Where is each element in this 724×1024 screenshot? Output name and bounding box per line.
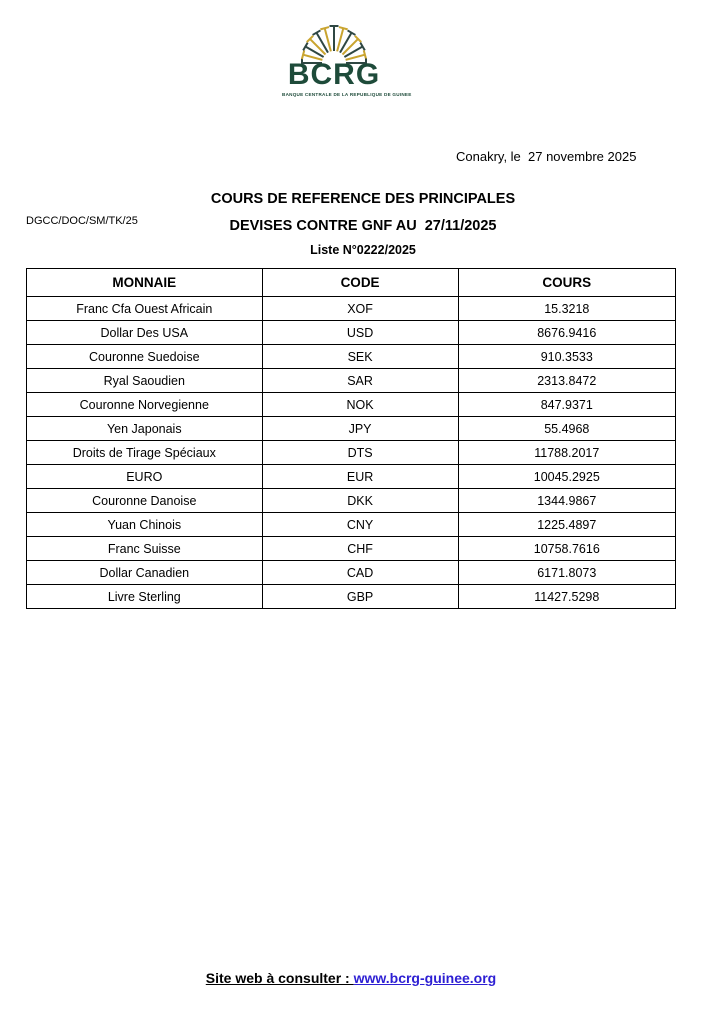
currency-code: JPY	[262, 417, 458, 441]
currency-code: EUR	[262, 465, 458, 489]
table-row	[27, 513, 676, 537]
footer-label: Site web à consulter :	[205, 970, 354, 986]
currency-code: DKK	[262, 489, 458, 513]
currency-rate: 847.9371	[458, 393, 675, 417]
table-row	[27, 561, 676, 585]
currency-rate: 11427.5298	[458, 585, 675, 609]
column-header-cours: COURS	[458, 269, 675, 297]
logo-subtitle: BANQUE CENTRALE DE LA REPUBLIQUE DE GUINEE	[282, 92, 412, 97]
table-header-row	[27, 269, 676, 297]
footer	[26, 970, 676, 986]
document-reference: DGCC/DOC/SM/TK/25	[26, 215, 138, 227]
title-line-2: DEVISES CONTRE GNF AU 27/11/2025	[229, 217, 497, 234]
currency-name: Dollar Des USA	[27, 321, 263, 345]
currency-name: Ryal Saoudien	[27, 369, 263, 393]
currency-rate: 1344.9867	[458, 489, 675, 513]
currency-rate: 10758.7616	[458, 537, 675, 561]
currency-code: CNY	[262, 513, 458, 537]
currency-rate: 6171.8073	[458, 561, 675, 585]
column-header-code: CODE	[262, 269, 458, 297]
list-number: Liste N°0222/2025	[310, 243, 416, 257]
logo-acronym: BCRG	[287, 58, 381, 91]
table-row	[27, 345, 676, 369]
currency-rate: 910.3533	[458, 345, 675, 369]
currency-name: Livre Sterling	[27, 585, 263, 609]
currency-name: Franc Suisse	[27, 537, 263, 561]
table-row	[27, 585, 676, 609]
currency-code: GBP	[262, 585, 458, 609]
table-row	[27, 369, 676, 393]
currency-rate: 11788.2017	[458, 441, 675, 465]
table-row	[27, 489, 676, 513]
currency-code: CHF	[262, 537, 458, 561]
currency-name: Yen Japonais	[27, 417, 263, 441]
currency-name: Franc Cfa Ouest Africain	[27, 297, 263, 321]
table-row	[27, 321, 676, 345]
dateline: Conakry, le 27 novembre 2025	[456, 149, 637, 164]
rates-table	[26, 268, 676, 609]
currency-code: SEK	[262, 345, 458, 369]
currency-name: Droits de Tirage Spéciaux	[27, 441, 263, 465]
table-row	[27, 441, 676, 465]
currency-rate: 10045.2925	[458, 465, 675, 489]
currency-code: XOF	[262, 297, 458, 321]
currency-rate: 1225.4897	[458, 513, 675, 537]
currency-name: Couronne Danoise	[27, 489, 263, 513]
currency-name: Dollar Canadien	[27, 561, 263, 585]
table-row	[27, 417, 676, 441]
currency-rate: 55.4968	[458, 417, 675, 441]
title-line-1: COURS DE REFERENCE DES PRINCIPALES	[210, 191, 516, 207]
currency-name: Yuan Chinois	[27, 513, 263, 537]
title-block	[26, 192, 700, 257]
currency-rate: 15.3218	[458, 297, 675, 321]
website-link[interactable]: www.bcrg-guinee.org	[353, 970, 497, 986]
currency-name: Couronne Suedoise	[27, 345, 263, 369]
currency-code: CAD	[262, 561, 458, 585]
table-row	[27, 297, 676, 321]
bcrg-logo	[282, 14, 412, 97]
currency-name: Couronne Norvegienne	[27, 393, 263, 417]
currency-code: DTS	[262, 441, 458, 465]
currency-name: EURO	[27, 465, 263, 489]
column-header-monnaie: MONNAIE	[27, 269, 263, 297]
currency-rate: 2313.8472	[458, 369, 675, 393]
currency-code: SAR	[262, 369, 458, 393]
table-row	[27, 465, 676, 489]
currency-rate: 8676.9416	[458, 321, 675, 345]
currency-code: NOK	[262, 393, 458, 417]
table-row	[27, 393, 676, 417]
table-row	[27, 537, 676, 561]
currency-code: USD	[262, 321, 458, 345]
